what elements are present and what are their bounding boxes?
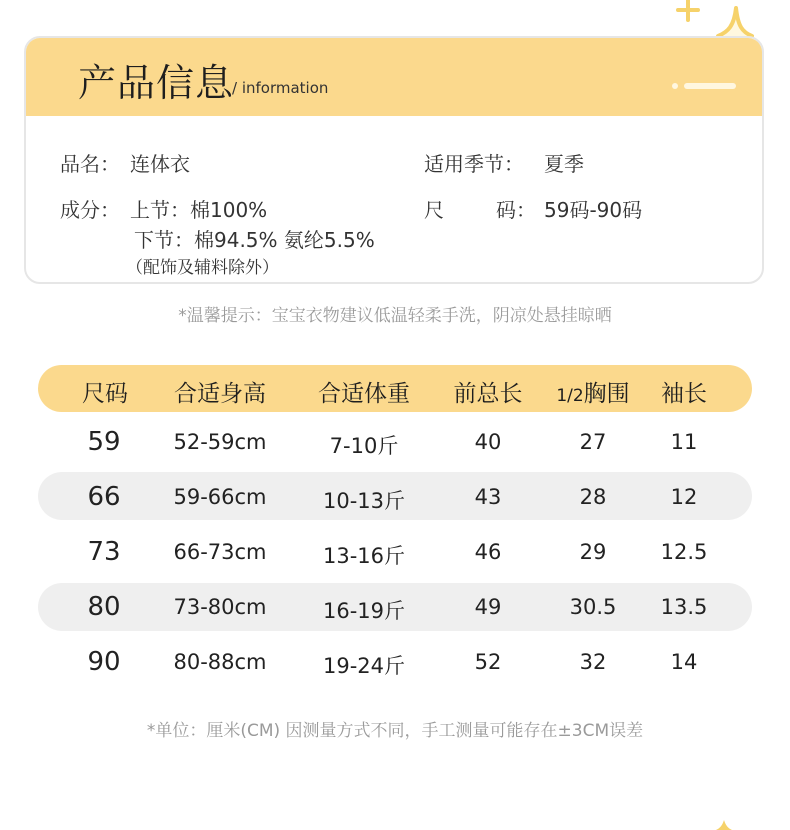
header-half-chest-label: 胸围 — [583, 381, 630, 407]
cell-sleeve-length: 14 — [670, 650, 698, 674]
header-half-chest — [556, 375, 629, 408]
name-value: 连体衣 — [130, 152, 190, 176]
cell-height: 80-88cm — [173, 650, 267, 674]
cell-half-chest: 32 — [579, 650, 607, 674]
cell-size: 80 — [87, 592, 121, 622]
header-deco-dot — [672, 83, 678, 89]
cell-height: 52-59cm — [173, 430, 267, 454]
cell-sleeve-length: 12.5 — [660, 540, 708, 564]
cell-height: 59-66cm — [173, 485, 267, 509]
info-title: 产品信息 — [78, 61, 235, 105]
cell-weight: 16-19斤 — [322, 599, 406, 623]
unit-note: *单位：厘米(CM) 因测量方式不同，手工测量可能存在±3CM误差 — [146, 721, 644, 741]
cell-height: 73-80cm — [173, 595, 267, 619]
cell-height: 66-73cm — [173, 540, 267, 564]
cell-weight: 19-24斤 — [322, 654, 406, 678]
size-label-a: 尺 — [424, 198, 444, 222]
season-label: 适用季节： — [424, 152, 524, 176]
info-header — [26, 38, 762, 116]
cell-sleeve-length: 13.5 — [660, 595, 708, 619]
size-label-b: 码： — [496, 198, 536, 222]
header-deco-line — [684, 83, 736, 89]
cell-size: 66 — [87, 482, 121, 512]
info-subtitle: / information — [232, 79, 329, 97]
header-half-chest-fraction: 1/2 — [556, 386, 584, 406]
cell-size: 90 — [87, 647, 121, 677]
header-height: 合适身高 — [174, 381, 266, 407]
composition-top: 上节：棉100% — [130, 198, 268, 222]
cell-front-length: 43 — [474, 485, 502, 509]
composition-label: 成分： — [60, 198, 120, 222]
cell-front-length: 40 — [474, 430, 502, 454]
cell-half-chest: 27 — [579, 430, 607, 454]
cell-sleeve-length: 11 — [670, 430, 698, 454]
cell-sleeve-length: 12 — [670, 485, 698, 509]
header-front-length: 前总长 — [453, 381, 523, 407]
header-size: 尺码 — [82, 381, 128, 407]
name-label: 品名： — [60, 152, 120, 176]
size-range-value: 59码-90码 — [544, 198, 643, 222]
cell-half-chest: 28 — [579, 485, 607, 509]
sparkle-small-icon — [716, 820, 732, 830]
cell-weight: 13-16斤 — [322, 544, 406, 568]
season-value: 夏季 — [544, 152, 584, 176]
cell-front-length: 46 — [474, 540, 502, 564]
product-info-card — [24, 36, 764, 284]
cell-half-chest: 29 — [579, 540, 607, 564]
composition-note: （配饰及辅料除外） — [126, 258, 279, 278]
cell-half-chest: 30.5 — [569, 595, 617, 619]
cell-weight: 7-10斤 — [329, 434, 399, 458]
cell-front-length: 49 — [474, 595, 502, 619]
care-tip: *温馨提示：宝宝衣物建议低温轻柔手洗，阴凉处悬挂晾晒 — [178, 306, 612, 326]
cell-size: 73 — [87, 537, 121, 567]
header-weight: 合适体重 — [318, 381, 410, 407]
header-sleeve-length: 袖长 — [661, 381, 707, 407]
cell-front-length: 52 — [474, 650, 502, 674]
cell-size: 59 — [87, 427, 121, 457]
cell-weight: 10-13斤 — [322, 489, 406, 513]
composition-bottom: 下节：棉94.5% 氨纶5.5% — [134, 228, 375, 252]
